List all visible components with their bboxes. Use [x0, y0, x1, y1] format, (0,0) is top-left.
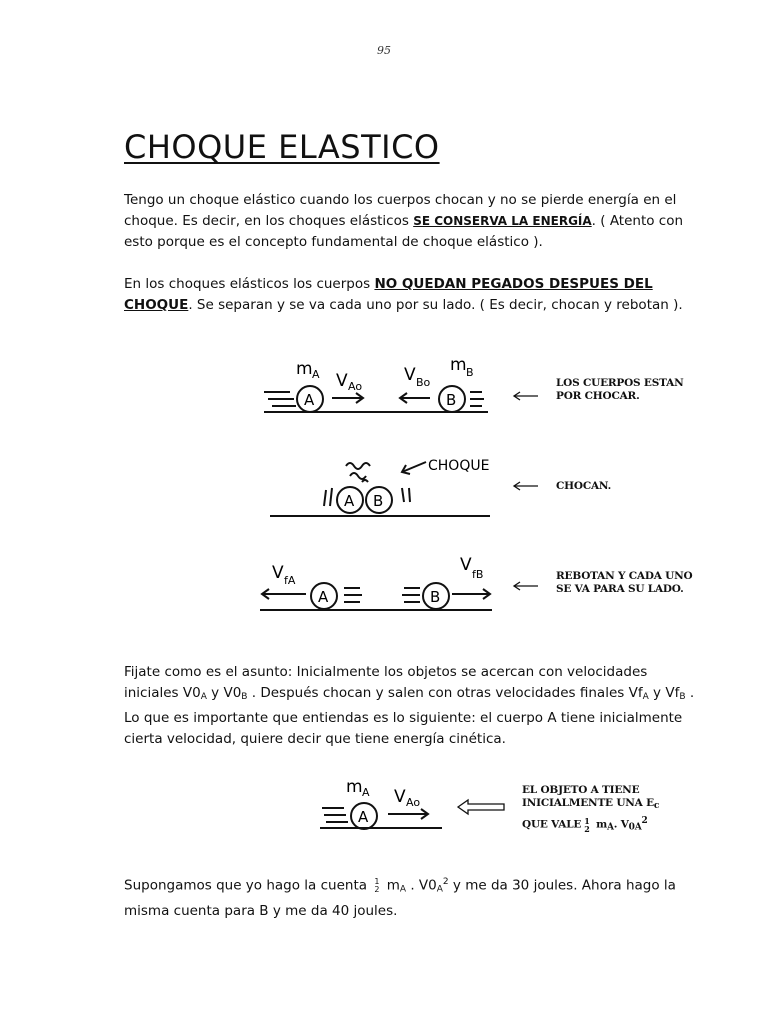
paragraph-text: . ( Atento con esto porque es el concepto fundamental de choque elástico ).: [124, 213, 684, 250]
ball-a-label: A: [344, 492, 355, 510]
hollow-arrow-left-icon: [456, 798, 506, 816]
fraction-numerator: 1: [584, 815, 590, 826]
mass-a-subscript: A: [362, 786, 370, 799]
paragraph-definition: [124, 190, 704, 253]
paragraph-rebound: [124, 274, 704, 316]
fraction: [584, 817, 589, 833]
arrow-left-icon: [512, 390, 542, 402]
note-text: . V: [613, 818, 629, 831]
ball-b-label: B: [430, 588, 441, 606]
emphasis-energy-conserved: SE CONSERVA LA ENERGÍA: [413, 214, 592, 228]
ball-a-label: A: [304, 391, 315, 409]
velocity-a-label: V: [394, 787, 406, 807]
ball-a-label: A: [358, 808, 369, 826]
velocity-symbol: V0: [223, 685, 242, 701]
velocity-b-label: V: [460, 555, 472, 575]
paragraph-text: Supongamos que yo hago la cuenta: [124, 877, 372, 894]
velocity-subscript: A: [200, 692, 207, 702]
mass-b-subscript: B: [466, 366, 474, 379]
superscript: 2: [442, 877, 449, 887]
emphasis-not-stuck: NO QUEDAN PEGADOS DESPUES DEL CHOQUE: [124, 276, 653, 313]
velocity-symbol: V0: [182, 685, 201, 701]
paragraph-text: . Lo que es importante que entiendas es lo siguiente: el cuerpo A tiene inicialmente cierta velocidad, quiere decir que tiene energía cinética.: [124, 685, 695, 747]
paragraph-text: y: [648, 685, 666, 701]
note-line: LOS CUERPOS ESTAN: [556, 377, 684, 389]
paragraph-text: y: [206, 685, 224, 701]
diagram-before-collision: [260, 350, 490, 425]
arrow-left-icon: [512, 580, 542, 592]
ball-a-label: A: [318, 588, 329, 606]
paragraph-text: . Se separan y se va cada uno por su lado. ( Es decir, chocan y rebotan ).: [188, 297, 683, 313]
arrow-left-icon: [512, 480, 542, 492]
velocity-symbol: Vf: [628, 685, 643, 701]
note-subscript: 0A: [628, 822, 642, 833]
note-collision: CHOCAN.: [556, 480, 612, 492]
fraction-denominator: 2: [374, 884, 380, 894]
note-line: POR CHOCAR.: [556, 390, 640, 402]
velocity-a-subscript: Ao: [348, 380, 363, 393]
velocity-symbol: Vf: [665, 685, 680, 701]
paragraph-text: Tengo un choque elástico cuando los cuerpos chocan y no se pierde energía en el choque. Es decir, en los choques elásticos: [124, 192, 677, 229]
note-text: INICIALMENTE UNA E: [522, 797, 654, 809]
note-text: QUE VALE: [522, 818, 582, 831]
fraction-denominator: 2: [584, 823, 590, 834]
velocity-a-subscript: fA: [284, 574, 296, 587]
mass-b-label: m: [450, 355, 467, 375]
paragraph-text: y me da 30 joules. Ahora hago la misma cuenta para B y me da 40 joules.: [124, 877, 676, 919]
note-rebound: [556, 570, 692, 596]
paragraph-text: Fijate como es el asunto: Inicialmente los objetos se acercan con velocidades iniciales: [124, 664, 648, 701]
subscript: A: [436, 884, 443, 895]
note-subscript: A: [606, 822, 614, 833]
velocity-b-subscript: Bo: [416, 376, 431, 389]
note-initial-energy: [522, 784, 659, 835]
note-line: EL OBJETO A TIENE: [522, 784, 640, 796]
fraction-numerator: 1: [374, 876, 380, 886]
subscript: A: [399, 884, 407, 895]
velocity-a-label: V: [272, 563, 284, 583]
mass-a-subscript: A: [312, 368, 320, 381]
page-title: CHOQUE ELASTICO: [124, 128, 440, 166]
note-text: m: [592, 818, 607, 831]
diagram-rebound: [256, 552, 496, 616]
diagram-collision: [268, 448, 493, 520]
note-superscript: 2: [641, 816, 648, 826]
note-line: SE VA PARA SU LADO.: [556, 583, 684, 595]
velocity-a-label: V: [336, 371, 348, 391]
fraction: [374, 878, 379, 894]
velocity-a-subscript: Ao: [406, 796, 421, 809]
collision-label: CHOQUE: [428, 458, 490, 474]
velocity-subscript: B: [241, 692, 248, 702]
mass-a-label: m: [296, 359, 313, 379]
paragraph-text: . Después chocan y salen con otras velocidades finales: [247, 685, 629, 701]
paragraph-text: . V0: [406, 877, 437, 894]
note-line: [522, 797, 659, 813]
diagram-initial-energy: [316, 772, 446, 836]
ball-b-label: B: [446, 391, 457, 409]
note-before-collision: [556, 377, 683, 403]
note-line: [522, 815, 659, 835]
velocity-subscript: A: [642, 692, 649, 702]
velocity-b-subscript: fB: [472, 568, 484, 581]
ball-b-label: B: [373, 492, 384, 510]
paragraph-text: En los choques elásticos los cuerpos: [124, 276, 375, 292]
note-line: REBOTAN Y CADA UNO: [556, 570, 693, 582]
velocity-b-label: V: [404, 365, 416, 385]
mass-a-label: m: [346, 777, 363, 797]
paragraph-text: m: [382, 877, 400, 894]
note-subscript: c: [653, 801, 660, 811]
velocity-subscript: B: [679, 692, 686, 702]
page-number: 95: [377, 44, 391, 57]
paragraph-explanation: [124, 662, 704, 750]
paragraph-example: [124, 872, 704, 922]
